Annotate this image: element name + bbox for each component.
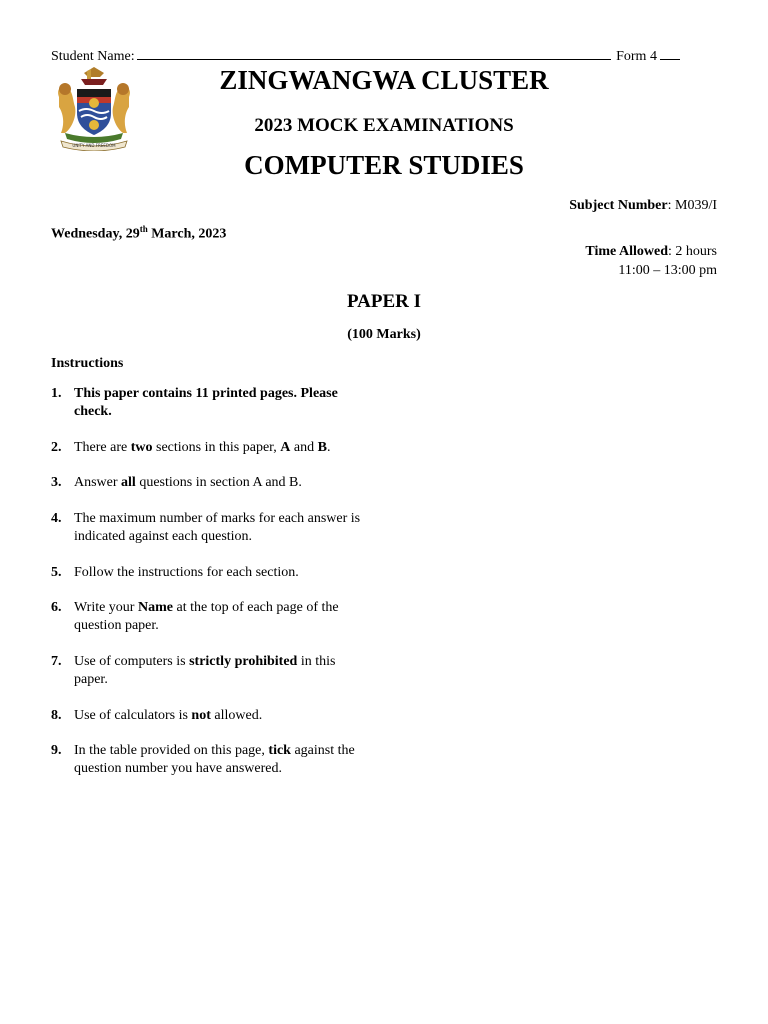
instruction-item (51, 510, 371, 546)
instruction-text-part: . (326, 440, 331, 455)
instruction-number: 4. (51, 511, 62, 526)
instruction-text-bold: strictly prohibited (189, 654, 298, 669)
instruction-number: 6. (51, 600, 62, 615)
paper-marks: (100 Marks) (347, 327, 421, 342)
instruction-text-part: Write your (74, 600, 138, 615)
instruction-text-part: Answer (74, 475, 122, 490)
instruction-text-part: Use of calculators is (74, 708, 192, 723)
crest-motto: UNITY AND FREEDOM (72, 143, 116, 148)
form-label: Form 4 (616, 49, 657, 64)
instruction-number: 2. (51, 440, 62, 455)
subject-title: COMPUTER STUDIES (244, 150, 524, 180)
instruction-text-part: There are (74, 440, 131, 455)
instruction-text-bold: A (280, 440, 291, 455)
instruction-text (74, 564, 371, 582)
instruction-item (51, 564, 371, 582)
instruction-text-bold: tick (268, 743, 291, 758)
instruction-text-part: and (290, 440, 318, 455)
time-allowed (585, 242, 717, 280)
instruction-number: 8. (51, 708, 62, 723)
instruction-text (74, 707, 371, 725)
instruction-number: 9. (51, 743, 62, 758)
instruction-number: 3. (51, 475, 62, 490)
instruction-text-part: Use of computers is (74, 654, 190, 669)
subject-number-label: Subject Number (569, 198, 668, 213)
subject-number-value: : M039/I (667, 198, 717, 213)
instruction-item (51, 385, 371, 421)
instructions-list (51, 385, 371, 778)
instruction-number: 5. (51, 565, 62, 580)
date-prefix: Wednesday, 29 (51, 226, 140, 242)
exam-date (51, 224, 226, 243)
instruction-text-bold: not (191, 708, 211, 723)
date-suffix: March, 2023 (147, 226, 227, 242)
instruction-text (74, 385, 371, 421)
instruction-text-part: allowed. (210, 708, 263, 723)
instruction-text-bold: This paper contains 11 printed pages. Please check. (74, 386, 338, 419)
instruction-text (74, 653, 371, 689)
instruction-text-part: at the top of each page of the question paper. (74, 600, 339, 633)
instruction-item (51, 653, 371, 689)
instruction-text-part: In the table provided on this page, (74, 743, 269, 758)
time-range: 11:00 – 13:00 pm (618, 263, 717, 278)
instruction-item (51, 474, 371, 492)
instruction-number: 7. (51, 654, 62, 669)
instruction-text-part: questions in section A and B. (135, 475, 302, 490)
student-name-blank (137, 47, 611, 60)
instruction-text (74, 510, 371, 546)
exam-title: 2023 MOCK EXAMINATIONS (254, 115, 514, 136)
instruction-item (51, 599, 371, 635)
instruction-item (51, 742, 371, 778)
student-name-line (51, 47, 680, 65)
instruction-number: 1. (51, 386, 62, 401)
subject-number (569, 198, 717, 214)
form-blank (660, 47, 680, 60)
instruction-text-part: against the question number you have answered. (74, 743, 355, 776)
instruction-text-part: in this paper. (74, 654, 336, 687)
instruction-item (51, 707, 371, 725)
instruction-text (74, 439, 371, 457)
instruction-text-bold: Name (137, 600, 173, 615)
instruction-item (51, 439, 371, 457)
instruction-text-bold: two (130, 440, 153, 455)
instruction-text-bold: all (121, 475, 136, 490)
date-sup: th (139, 224, 148, 234)
instruction-text (74, 599, 371, 635)
student-name-label: Student Name: (51, 49, 135, 64)
instruction-text-part: sections in this paper, (152, 440, 281, 455)
instruction-text-part: Follow the instructions for each section. (74, 565, 299, 580)
time-allowed-value: : 2 hours (668, 244, 717, 259)
instruction-text (74, 742, 371, 778)
instructions-heading: Instructions (51, 356, 124, 371)
time-allowed-label: Time Allowed (585, 244, 668, 259)
instruction-text-part: The maximum number of marks for each answer is indicated against each question. (74, 511, 361, 544)
cluster-title: ZINGWANGWA CLUSTER (219, 65, 549, 95)
paper-title: PAPER I (346, 291, 422, 312)
instruction-text (74, 474, 371, 492)
instruction-text-bold: B (317, 440, 327, 455)
